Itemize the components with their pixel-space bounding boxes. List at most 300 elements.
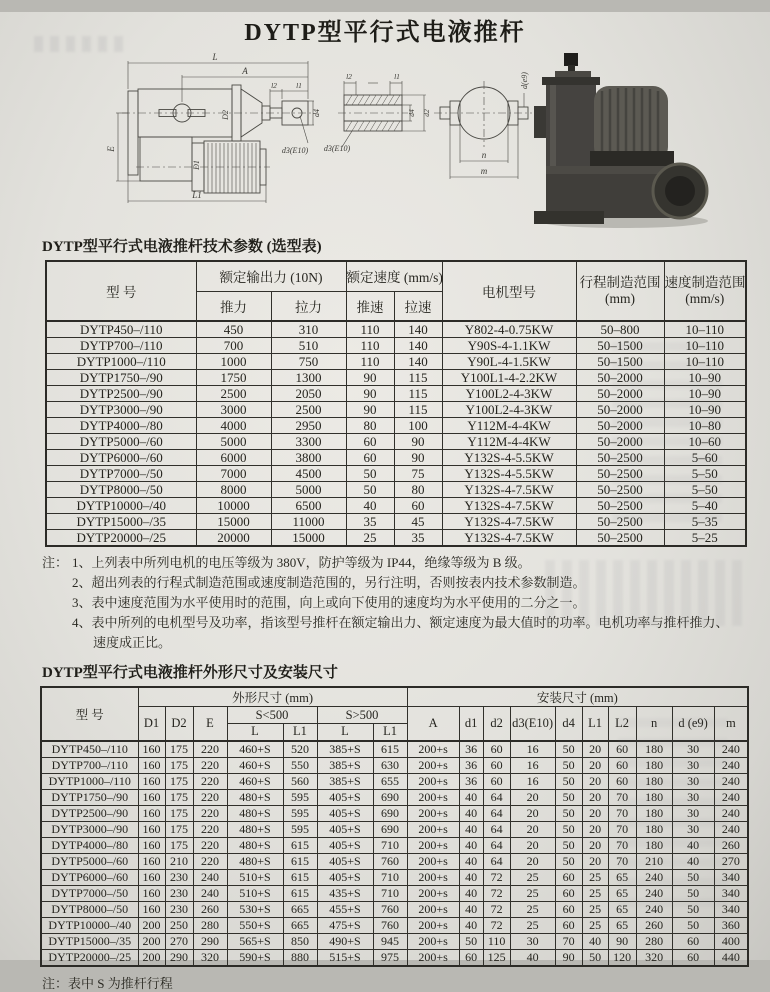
value-cell: 72 <box>483 901 510 917</box>
value-cell: 90 <box>394 434 442 450</box>
value-cell: 10–60 <box>664 434 746 450</box>
value-cell: 25 <box>510 901 555 917</box>
value-cell: 50 <box>346 482 394 498</box>
value-cell: 260 <box>714 837 748 853</box>
value-cell: Y112M-4-4KW <box>442 418 576 434</box>
model-cell: DYTP1000–/110 <box>46 354 196 370</box>
value-cell: 64 <box>483 837 510 853</box>
header-L1-lt: L1 <box>283 724 317 741</box>
model-cell: DYTP5000–/60 <box>46 434 196 450</box>
dim-label-l2: l2 <box>271 81 277 90</box>
value-cell: 405+S <box>317 821 373 837</box>
dimension-table <box>40 686 749 967</box>
value-cell: 975 <box>373 949 407 966</box>
value-cell: 450 <box>196 321 271 338</box>
value-cell: 64 <box>483 805 510 821</box>
value-cell: 440 <box>714 949 748 966</box>
page-title: DYTP型平行式电液推杆 <box>244 20 526 46</box>
figure-row <box>0 51 770 227</box>
model-cell: DYTP8000–/50 <box>46 482 196 498</box>
dim-label-L1: L1 <box>192 190 202 200</box>
product-photo <box>528 51 750 229</box>
value-cell: 115 <box>394 370 442 386</box>
header-model: 型 号 <box>46 261 196 321</box>
value-cell: 50 <box>555 853 582 869</box>
value-cell: 5000 <box>196 434 271 450</box>
value-cell: 320 <box>193 949 227 966</box>
value-cell: 10–80 <box>664 418 746 434</box>
engineering-drawing <box>52 51 532 227</box>
value-cell: 64 <box>483 853 510 869</box>
value-cell: 50 <box>555 741 582 758</box>
table-row <box>41 757 748 773</box>
value-cell: 50–1500 <box>576 354 664 370</box>
value-cell: 50 <box>672 885 714 901</box>
dim-label-d2-detail: d2 <box>422 109 431 117</box>
value-cell: 200+s <box>407 837 459 853</box>
value-cell: 700 <box>196 338 271 354</box>
value-cell: 60 <box>483 757 510 773</box>
value-cell: 10–90 <box>664 386 746 402</box>
dim-label-d4: d4 <box>312 109 321 117</box>
value-cell: 30 <box>672 757 714 773</box>
header-L2: L2 <box>608 707 636 741</box>
value-cell: 750 <box>271 354 346 370</box>
value-cell: 6500 <box>271 498 346 514</box>
value-cell: 220 <box>193 741 227 758</box>
header-L1-gt: L1 <box>373 724 407 741</box>
value-cell: 510+S <box>227 869 283 885</box>
value-cell: 40 <box>459 853 483 869</box>
value-cell: 60 <box>394 498 442 514</box>
value-cell: 240 <box>636 885 672 901</box>
value-cell: 175 <box>165 805 193 821</box>
value-cell: 180 <box>636 741 672 758</box>
value-cell: 475+S <box>317 917 373 933</box>
value-cell: 50 <box>346 466 394 482</box>
value-cell: 72 <box>483 917 510 933</box>
value-cell: 115 <box>394 386 442 402</box>
model-cell: DYTP8000–/50 <box>41 901 138 917</box>
value-cell: 455+S <box>317 901 373 917</box>
value-cell: 405+S <box>317 789 373 805</box>
dimension-table-header <box>41 687 748 741</box>
value-cell: 50 <box>672 869 714 885</box>
footnote: 注：表中 S 为推杆行程 <box>42 975 173 991</box>
value-cell: 480+S <box>227 853 283 869</box>
table-row <box>41 949 748 966</box>
header-stroke-range <box>576 261 664 321</box>
note-item-1: 1、上列表中所列电机的电压等级为 380V，防护等级为 IP44，绝缘等级为 B 级。 <box>72 555 531 570</box>
value-cell: 30 <box>672 789 714 805</box>
header-stroke-range-line2: (mm) <box>605 291 635 306</box>
value-cell: 50 <box>555 773 582 789</box>
value-cell: 200+s <box>407 853 459 869</box>
value-cell: 515+S <box>317 949 373 966</box>
value-cell: 550+S <box>227 917 283 933</box>
dim-label-D1: D1 <box>192 160 201 170</box>
dim-label-d3E10-detail: d3(E10) <box>323 144 351 153</box>
note-item-4: 4、表中所列的电机型号及功率，指该型号推杆在额定输出力、额定速度为最大值时的功率。电机功率与推杆推力、速度成正比。 <box>72 615 729 650</box>
model-cell: DYTP1750–/90 <box>41 789 138 805</box>
value-cell: 5–50 <box>664 466 746 482</box>
value-cell: 200+s <box>407 773 459 789</box>
note-item-3: 3、表中速度范围为水平使用时的范围，向上或向下使用的速度均为水平使用的二分之一。 <box>72 595 586 610</box>
header-motor-model: 电机型号 <box>442 261 576 321</box>
value-cell: 25 <box>510 917 555 933</box>
value-cell: 710 <box>373 869 407 885</box>
value-cell: 4500 <box>271 466 346 482</box>
header-de9: d (e9) <box>672 707 714 741</box>
value-cell: 480+S <box>227 805 283 821</box>
value-cell: Y132S-4-7.5KW <box>442 530 576 547</box>
dim-label-l1: l1 <box>296 81 302 90</box>
value-cell: 50–2500 <box>576 530 664 547</box>
value-cell: 200 <box>138 917 165 933</box>
value-cell: 90 <box>346 370 394 386</box>
value-cell: 160 <box>138 853 165 869</box>
value-cell: 160 <box>138 901 165 917</box>
value-cell: 65 <box>608 901 636 917</box>
value-cell: 50–2500 <box>576 482 664 498</box>
value-cell: 240 <box>714 789 748 805</box>
header-d2: d2 <box>483 707 510 741</box>
model-cell: DYTP10000–/40 <box>46 498 196 514</box>
value-cell: 50 <box>555 821 582 837</box>
notes-items <box>72 553 738 653</box>
value-cell: 20 <box>582 853 608 869</box>
header-install-dims: 安装尺寸 (mm) <box>407 687 748 707</box>
dim-label-d4-detail: d4 <box>407 109 416 117</box>
value-cell: 2500 <box>271 402 346 418</box>
table-row <box>41 885 748 901</box>
value-cell: 240 <box>714 821 748 837</box>
value-cell: 60 <box>555 901 582 917</box>
value-cell: 20 <box>510 837 555 853</box>
value-cell: 40 <box>459 917 483 933</box>
value-cell: 75 <box>394 466 442 482</box>
value-cell: 125 <box>483 949 510 966</box>
value-cell: 200+s <box>407 757 459 773</box>
value-cell: 595 <box>283 789 317 805</box>
table-row <box>46 370 746 386</box>
table-row <box>41 853 748 869</box>
table-row <box>41 741 748 758</box>
value-cell: 30 <box>672 773 714 789</box>
value-cell: 10–90 <box>664 370 746 386</box>
spec-table-header <box>46 261 746 321</box>
value-cell: 5–60 <box>664 450 746 466</box>
table-row <box>46 514 746 530</box>
model-cell: DYTP5000–/60 <box>41 853 138 869</box>
value-cell: 70 <box>608 853 636 869</box>
header-D2: D2 <box>165 707 193 741</box>
value-cell: 180 <box>636 773 672 789</box>
value-cell: 60 <box>555 885 582 901</box>
table-row <box>41 837 748 853</box>
value-cell: 20 <box>582 837 608 853</box>
value-cell: 10–110 <box>664 354 746 370</box>
value-cell: 240 <box>714 773 748 789</box>
value-cell: 2950 <box>271 418 346 434</box>
value-cell: 200+s <box>407 885 459 901</box>
value-cell: 340 <box>714 885 748 901</box>
table-row <box>46 482 746 498</box>
value-cell: 530+S <box>227 901 283 917</box>
value-cell: 15000 <box>271 530 346 547</box>
header-n: n <box>636 707 672 741</box>
value-cell: 220 <box>193 805 227 821</box>
model-cell: DYTP2500–/90 <box>46 386 196 402</box>
value-cell: 40 <box>459 837 483 853</box>
value-cell: 90 <box>394 450 442 466</box>
model-cell: DYTP1750–/90 <box>46 370 196 386</box>
value-cell: 565+S <box>227 933 283 949</box>
value-cell: 110 <box>346 321 394 338</box>
value-cell: 290 <box>165 949 193 966</box>
header-rated-force: 额定输出力 (10N) <box>196 261 346 291</box>
header-A: A <box>407 707 459 741</box>
value-cell: 60 <box>672 933 714 949</box>
dim-label-de9: d(e9) <box>520 72 529 89</box>
value-cell: 180 <box>636 789 672 805</box>
value-cell: 180 <box>636 821 672 837</box>
value-cell: 760 <box>373 853 407 869</box>
value-cell: 65 <box>608 917 636 933</box>
value-cell: 2500 <box>196 386 271 402</box>
value-cell: 210 <box>165 853 193 869</box>
value-cell: 220 <box>193 773 227 789</box>
value-cell: 160 <box>138 757 165 773</box>
table-row <box>46 434 746 450</box>
value-cell: 710 <box>373 837 407 853</box>
value-cell: 90 <box>608 933 636 949</box>
header-L1: L1 <box>582 707 608 741</box>
value-cell: 70 <box>555 933 582 949</box>
value-cell: 290 <box>193 933 227 949</box>
value-cell: 1000 <box>196 354 271 370</box>
value-cell: 3800 <box>271 450 346 466</box>
value-cell: 50–2000 <box>576 402 664 418</box>
header-speed-range-line1: 速度制造范围 <box>664 275 746 290</box>
value-cell: 50 <box>555 837 582 853</box>
value-cell: 460+S <box>227 741 283 758</box>
value-cell: 35 <box>346 514 394 530</box>
value-cell: 40 <box>672 853 714 869</box>
value-cell: 64 <box>483 789 510 805</box>
value-cell: 20000 <box>196 530 271 547</box>
value-cell: 160 <box>138 885 165 901</box>
value-cell: 70 <box>608 821 636 837</box>
value-cell: 760 <box>373 901 407 917</box>
value-cell: 36 <box>459 741 483 758</box>
value-cell: 40 <box>510 949 555 966</box>
value-cell: 160 <box>138 821 165 837</box>
value-cell: 50–2500 <box>576 450 664 466</box>
value-cell: 200+s <box>407 821 459 837</box>
value-cell: 20 <box>510 821 555 837</box>
value-cell: 50–800 <box>576 321 664 338</box>
value-cell: 60 <box>346 434 394 450</box>
header-L-lt: L <box>227 724 283 741</box>
value-cell: 10–110 <box>664 321 746 338</box>
header-push-speed: 推速 <box>346 291 394 321</box>
value-cell: 25 <box>510 885 555 901</box>
value-cell: 490+S <box>317 933 373 949</box>
value-cell: 690 <box>373 821 407 837</box>
value-cell: 175 <box>165 741 193 758</box>
value-cell: 220 <box>193 789 227 805</box>
value-cell: Y132S-4-7.5KW <box>442 482 576 498</box>
table-row <box>46 530 746 547</box>
value-cell: 230 <box>165 869 193 885</box>
model-cell: DYTP7000–/50 <box>46 466 196 482</box>
value-cell: 80 <box>346 418 394 434</box>
value-cell: 240 <box>714 757 748 773</box>
value-cell: 200+s <box>407 917 459 933</box>
model-cell: DYTP3000–/90 <box>46 402 196 418</box>
value-cell: 20 <box>582 805 608 821</box>
value-cell: 60 <box>483 773 510 789</box>
value-cell: 615 <box>283 837 317 853</box>
value-cell: 35 <box>394 530 442 547</box>
value-cell: 5–35 <box>664 514 746 530</box>
value-cell: 175 <box>165 837 193 853</box>
value-cell: Y100L1-4-2.2KW <box>442 370 576 386</box>
model-cell: DYTP450–/110 <box>41 741 138 758</box>
value-cell: 280 <box>193 917 227 933</box>
value-cell: 405+S <box>317 853 373 869</box>
value-cell: 5–40 <box>664 498 746 514</box>
table-row <box>46 450 746 466</box>
header-pull-force: 拉力 <box>271 291 346 321</box>
value-cell: 8000 <box>196 482 271 498</box>
value-cell: 595 <box>283 805 317 821</box>
dim-label-A: A <box>242 66 248 76</box>
model-cell: DYTP3000–/90 <box>41 821 138 837</box>
value-cell: 16 <box>510 741 555 758</box>
value-cell: 50–2000 <box>576 434 664 450</box>
value-cell: 65 <box>608 869 636 885</box>
value-cell: 20 <box>582 821 608 837</box>
value-cell: 40 <box>459 789 483 805</box>
dim-label-D2: D2 <box>221 110 230 120</box>
table-row <box>46 321 746 338</box>
table-row <box>41 917 748 933</box>
value-cell: 175 <box>165 773 193 789</box>
model-cell: DYTP1000–/110 <box>41 773 138 789</box>
value-cell: 64 <box>483 821 510 837</box>
value-cell: 240 <box>193 885 227 901</box>
value-cell: 160 <box>138 741 165 758</box>
value-cell: 200+s <box>407 741 459 758</box>
value-cell: 435+S <box>317 885 373 901</box>
value-cell: 615 <box>283 869 317 885</box>
value-cell: 45 <box>394 514 442 530</box>
header-pull-speed: 拉速 <box>394 291 442 321</box>
model-cell: DYTP20000–/25 <box>46 530 196 547</box>
value-cell: 175 <box>165 821 193 837</box>
header-rated-speed: 额定速度 (mm/s) <box>346 261 442 291</box>
value-cell: 16 <box>510 773 555 789</box>
value-cell: 5000 <box>271 482 346 498</box>
value-cell: 25 <box>582 885 608 901</box>
value-cell: Y132S-4-5.5KW <box>442 450 576 466</box>
value-cell: 180 <box>636 757 672 773</box>
value-cell: 60 <box>459 949 483 966</box>
model-cell: DYTP15000–/35 <box>46 514 196 530</box>
value-cell: 240 <box>636 869 672 885</box>
value-cell: Y90L-4-1.5KW <box>442 354 576 370</box>
value-cell: 5–50 <box>664 482 746 498</box>
value-cell: Y802-4-0.75KW <box>442 321 576 338</box>
value-cell: 595 <box>283 821 317 837</box>
value-cell: 3300 <box>271 434 346 450</box>
value-cell: 70 <box>608 837 636 853</box>
value-cell: 405+S <box>317 837 373 853</box>
value-cell: 100 <box>394 418 442 434</box>
model-cell: DYTP700–/110 <box>41 757 138 773</box>
value-cell: 140 <box>394 321 442 338</box>
header-d1: d1 <box>459 707 483 741</box>
value-cell: 30 <box>510 933 555 949</box>
value-cell: 50–2000 <box>576 370 664 386</box>
value-cell: 5–25 <box>664 530 746 547</box>
value-cell: 240 <box>714 805 748 821</box>
value-cell: 1750 <box>196 370 271 386</box>
value-cell: 140 <box>394 338 442 354</box>
scanned-catalog-page <box>0 12 770 991</box>
note-item-2: 2、超出列表的行程式制造范围或速度制造范围的，另行注明，否则按表内技术参数制造。 <box>72 575 586 590</box>
value-cell: 3000 <box>196 402 271 418</box>
value-cell: 25 <box>510 869 555 885</box>
value-cell: 115 <box>394 402 442 418</box>
value-cell: 385+S <box>317 757 373 773</box>
value-cell: 36 <box>459 757 483 773</box>
value-cell: 50–2500 <box>576 466 664 482</box>
value-cell: 615 <box>283 853 317 869</box>
value-cell: 945 <box>373 933 407 949</box>
value-cell: 40 <box>346 498 394 514</box>
value-cell: 50–2500 <box>576 498 664 514</box>
value-cell: 30 <box>672 805 714 821</box>
value-cell: 665 <box>283 901 317 917</box>
value-cell: Y90S-4-1.1KW <box>442 338 576 354</box>
value-cell: 200+s <box>407 933 459 949</box>
value-cell: 70 <box>608 805 636 821</box>
value-cell: 6000 <box>196 450 271 466</box>
value-cell: 200 <box>138 949 165 966</box>
value-cell: 50 <box>672 901 714 917</box>
value-cell: 50–2500 <box>576 514 664 530</box>
value-cell: 7000 <box>196 466 271 482</box>
value-cell: 50 <box>459 933 483 949</box>
table-row <box>46 354 746 370</box>
value-cell: 320 <box>636 949 672 966</box>
value-cell: 40 <box>459 805 483 821</box>
value-cell: 110 <box>483 933 510 949</box>
value-cell: 630 <box>373 757 407 773</box>
value-cell: 60 <box>555 917 582 933</box>
dimension-table-title: DYTP型平行式电液推杆外形尺寸及安装尺寸 <box>42 665 338 681</box>
value-cell: 405+S <box>317 805 373 821</box>
value-cell: 50 <box>555 757 582 773</box>
notes-block <box>42 553 738 653</box>
header-E: E <box>193 707 227 741</box>
value-cell: Y112M-4-4KW <box>442 434 576 450</box>
table-row <box>46 418 746 434</box>
header-speed-range-line2: (mm/s) <box>685 291 725 306</box>
